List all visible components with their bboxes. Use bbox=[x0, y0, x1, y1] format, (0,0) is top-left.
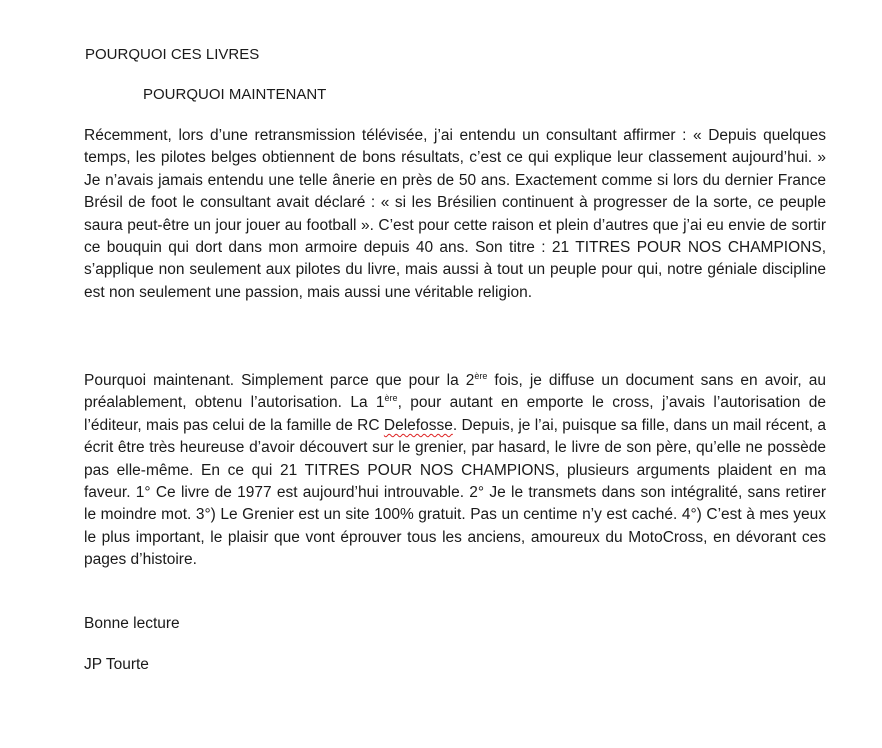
paragraph-text-segment: Pourquoi maintenant. Simplement parce que pour la 2 bbox=[84, 372, 475, 389]
closing-line: Bonne lecture bbox=[84, 615, 180, 632]
paragraph-text-segment: , pour autant en emporte le cross, j’avais l’autorisation de l’éditeur, mais pas celui de la famille de RC bbox=[84, 394, 826, 434]
ordinal-superscript: ère bbox=[384, 393, 398, 404]
ordinal-superscript: ère bbox=[474, 371, 488, 381]
paragraph-text-segment: . Depuis, je l’ai, puisque sa fille, dans un mail récent, a écrit être très heureuse d’avoir découvert sur le grenier, par hasard, le livre de son père, qu’elle ne possède pas elle-même. En ce qui 21 TITRES POUR NOS CHAMPIONS, plusieurs arguments plaident en ma faveur. 1° Ce livre de 1977 est aujourd’hui introuvable. 2° Je le transmets dans son intégralité, sans retirer le moindre mot. 3°) Le Grenier est un site 100% gratuit. Pas un centime n’y est caché. 4°) C’est à mes yeux le plus important, le plaisir que vont éprouver tous les anciens, amoureux du MotoCross, en dévorant ces pages d’histoire. bbox=[84, 416, 826, 569]
document-title: POURQUOI CES LIVRES bbox=[85, 46, 260, 63]
document-subtitle: POURQUOI MAINTENANT bbox=[143, 86, 327, 103]
paragraph-intro: Récemment, lors d’une retransmission télévisée, j’ai entendu un consultant affirmer : « Depuis quelques temps, les pilotes belges obtiennent de bons résultats, c’est ce qui explique leur classement aujourd’hui. » Je n’avais jamais entendu une telle ânerie en près de 50 ans. Exactement comme si lors du dernier France Brésil de foot le consultant avait déclaré : « si les Brésilien continuent à progresser de la sorte, ce peuple saura peut-être un jour jouer au football ». C’est pour cette raison et plein d’autres que j’ai eu envie de sortir ce bouquin qui dort dans mon armoire depuis 40 ans. Son titre : 21 TITRES POUR NOS CHAMPIONS, s’applique non seulement aux pilotes du livre, mais aussi à tout un peuple pour qui, notre géniale discipline est non seulement une passion, mais aussi une véritable religion. bbox=[84, 127, 826, 301]
signature: JP Tourte bbox=[84, 656, 149, 673]
paragraph-text-segment: fois, je diffuse un document sans en avoir, au préalablement, obtenu l’autorisation. La 1 bbox=[84, 372, 826, 412]
paragraph-why-now bbox=[84, 370, 826, 572]
spellcheck-flagged-word[interactable]: Delefosse bbox=[383, 416, 453, 434]
